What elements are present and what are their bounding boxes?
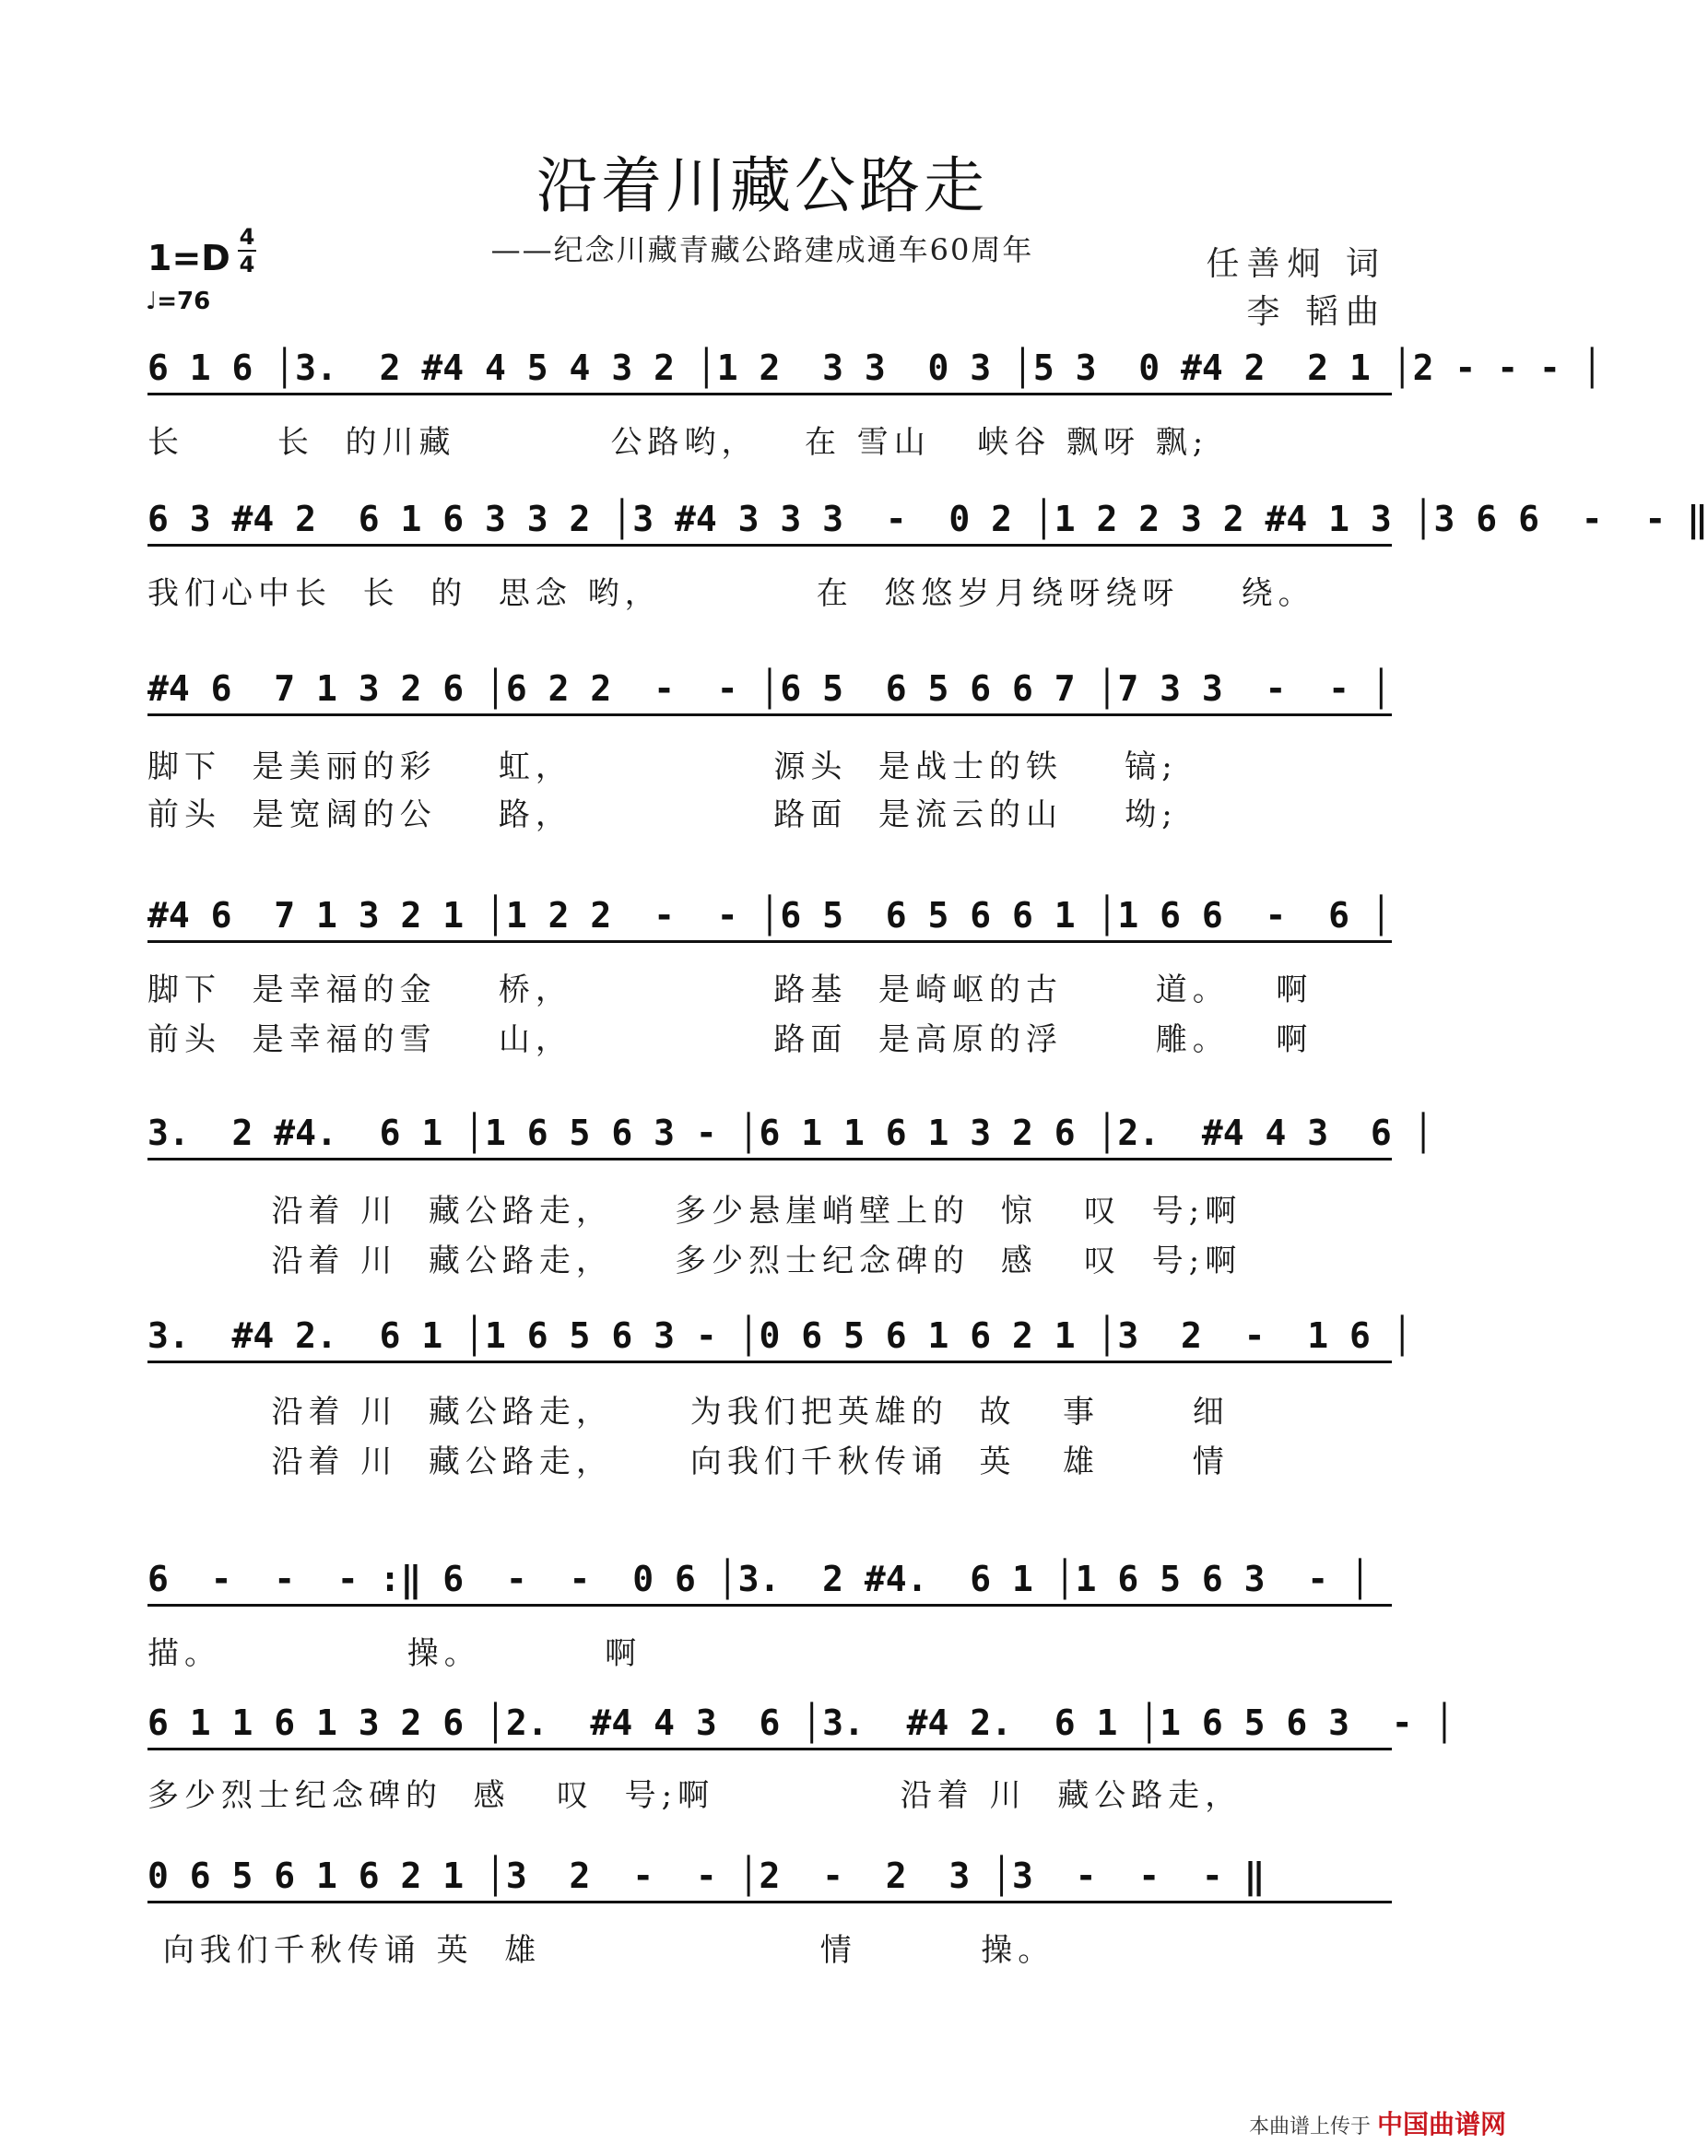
lyric-line-3a: 脚下 是美丽的彩 虹， 源头 是战士的铁 镐; (147, 748, 1178, 785)
time-signature-bottom: 4 (239, 252, 255, 277)
notation-line-2: 6 3 #4 2 6 1 6 3 3 2 │3 #4 3 3 3 - 0 2 │1 2 2 3 2 #4 1 3 │3 6 6 - - ‖ (147, 498, 1392, 547)
lyric-line-2: 我们心中长 长 的 思念 哟， 在 悠悠岁月绕呀绕呀 绕。 (147, 575, 1315, 612)
lyric-line-4a: 脚下 是幸福的金 桥， 路基 是崎岖的古 道。 啊 (147, 972, 1313, 1008)
lyric-line-4b: 前头 是幸福的雪 山， 路面 是高原的浮 雕。 啊 (147, 1021, 1313, 1058)
song-title: 沿着川藏公路走 (536, 150, 988, 221)
site-brand-logo[interactable]: 中国曲谱网 (1376, 2109, 1506, 2139)
lyric-line-3b: 前头 是宽阔的公 路， 路面 是流云的山 坳; (147, 796, 1178, 833)
composer-credit: 李 韬曲 (1246, 293, 1386, 331)
song-subtitle: ——纪念川藏青藏公路建成通车60周年 (490, 232, 1034, 267)
lyricist-credit: 任善炯 词 (1206, 245, 1386, 283)
lyric-line-1: 长 长 的川藏 公路哟， 在 雪山 峡谷 飘呀 飘; (147, 424, 1209, 461)
site-footer (1249, 2104, 1506, 2141)
lyric-line-5b: 沿着 川 藏公路走， 多少烈士纪念碑的 感 叹 号;啊 (147, 1243, 1243, 1279)
notation-line-7: 6 - - - :‖ 6 - - 0 6 │3. 2 #4. 6 1 │1 6 5 6 3 - │ (147, 1558, 1392, 1607)
time-signature-top: 4 (239, 224, 255, 250)
notation-line-3: #4 6 7 1 3 2 6 │6 2 2 - - │6 5 6 5 6 6 7 │7 3 3 - - │ (147, 667, 1392, 716)
notation-line-6: 3. #4 2. 6 1 │1 6 5 6 3 - │0 6 5 6 1 6 2 1 │3 2 - 1 6 │ (147, 1314, 1392, 1363)
tempo-marking: ♩=76 (146, 288, 211, 315)
lyric-line-8: 多少烈士纪念碑的 感 叹 号;啊 沿着 川 藏公路走， (147, 1777, 1243, 1814)
lyric-line-6b: 沿着 川 藏公路走， 向我们千秋传诵 英 雄 情 (147, 1443, 1230, 1480)
notation-line-4: #4 6 7 1 3 2 1 │1 2 2 - - │6 5 6 5 6 6 1 │1 6 6 - 6 │ (147, 894, 1392, 943)
key-signature: 1=D (147, 238, 230, 278)
notation-line-5: 3. 2 #4. 6 1 │1 6 5 6 3 - │6 1 1 6 1 3 2 6 │2. #4 4 3 6 │ (147, 1112, 1392, 1160)
footer-prefix: 本曲谱上传于 (1248, 2115, 1371, 2138)
notation-line-9: 0 6 5 6 1 6 2 1 │3 2 - - │2 - 2 3 │3 - - - ‖ (147, 1855, 1392, 1903)
lyric-line-5a: 沿着 川 藏公路走， 多少悬崖峭壁上的 惊 叹 号;啊 (147, 1193, 1243, 1230)
lyric-line-9: 向我们千秋传诵 英 雄 情 操。 (147, 1932, 1055, 1969)
notation-line-1: 6 1 6 │3. 2 #4 4 5 4 3 2 │1 2 3 3 0 3 │5 3 0 #4 2 2 1 │2 - - - │ (147, 347, 1392, 395)
time-signature (238, 225, 256, 277)
lyric-line-7: 描。 操。 啊 (147, 1635, 642, 1672)
notation-line-8: 6 1 1 6 1 3 2 6 │2. #4 4 3 6 │3. #4 2. 6 1 │1 6 5 6 3 - │ (147, 1702, 1392, 1750)
lyric-line-6a: 沿着 川 藏公路走， 为我们把英雄的 故 事 细 (147, 1394, 1230, 1431)
